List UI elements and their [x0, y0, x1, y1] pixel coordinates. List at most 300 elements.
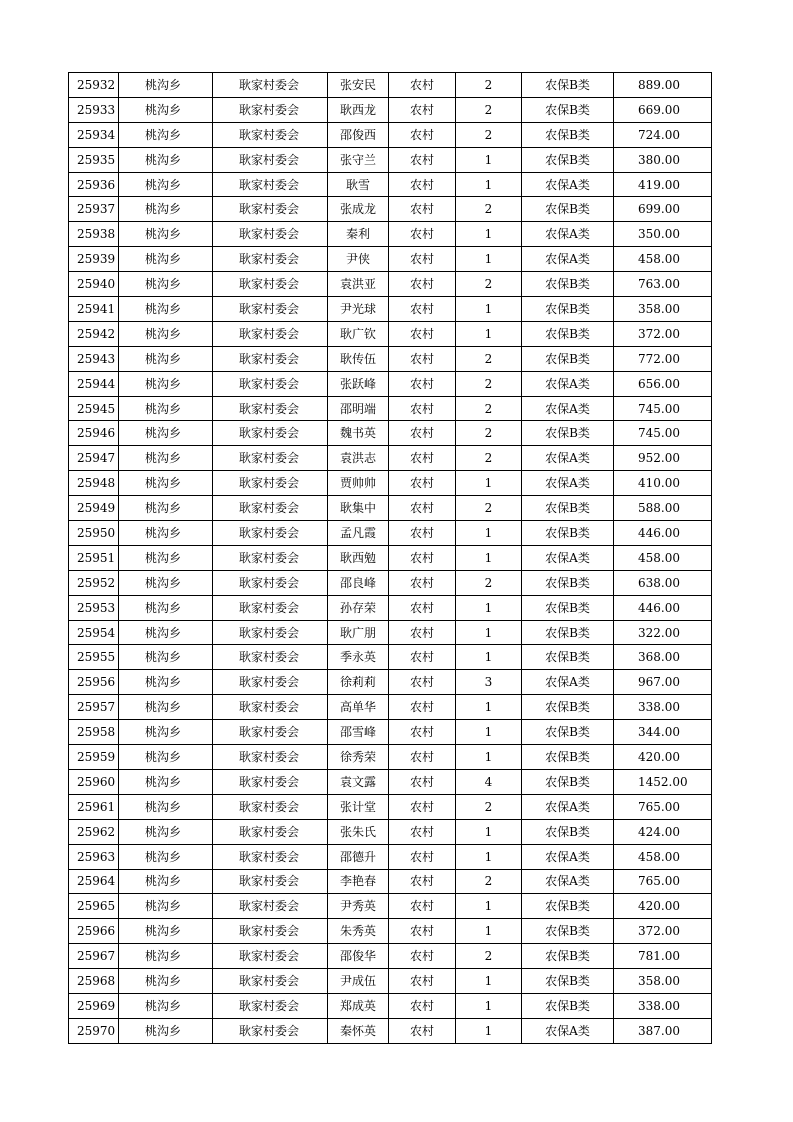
village-committee-cell: 耿家村委会	[213, 944, 328, 969]
insurance-category-cell: 农保B类	[522, 695, 614, 720]
record-id-cell: 25962	[69, 819, 119, 844]
amount-cell: 765.00	[614, 794, 712, 819]
insurance-category-cell: 农保B类	[522, 620, 614, 645]
table-row	[69, 969, 712, 994]
amount-cell: 322.00	[614, 620, 712, 645]
area-type-cell: 农村	[389, 147, 456, 172]
area-type-cell: 农村	[389, 869, 456, 894]
amount-cell: 424.00	[614, 819, 712, 844]
household-count-cell: 2	[456, 272, 522, 297]
record-id-cell: 25932	[69, 73, 119, 98]
township-cell: 桃沟乡	[119, 894, 213, 919]
person-name-cell: 徐莉莉	[328, 670, 389, 695]
township-cell: 桃沟乡	[119, 670, 213, 695]
record-id-cell: 25943	[69, 346, 119, 371]
amount-cell: 763.00	[614, 272, 712, 297]
table-row	[69, 247, 712, 272]
amount-cell: 889.00	[614, 73, 712, 98]
village-committee-cell: 耿家村委会	[213, 222, 328, 247]
person-name-cell: 邵雪峰	[328, 720, 389, 745]
area-type-cell: 农村	[389, 172, 456, 197]
household-count-cell: 1	[456, 471, 522, 496]
person-name-cell: 邵明端	[328, 396, 389, 421]
area-type-cell: 农村	[389, 471, 456, 496]
table-row	[69, 869, 712, 894]
area-type-cell: 农村	[389, 695, 456, 720]
township-cell: 桃沟乡	[119, 346, 213, 371]
record-id-cell: 25958	[69, 720, 119, 745]
table-row	[69, 471, 712, 496]
township-cell: 桃沟乡	[119, 620, 213, 645]
insurance-category-cell: 农保B类	[522, 769, 614, 794]
area-type-cell: 农村	[389, 794, 456, 819]
village-committee-cell: 耿家村委会	[213, 471, 328, 496]
household-count-cell: 1	[456, 919, 522, 944]
record-id-cell: 25945	[69, 396, 119, 421]
amount-cell: 446.00	[614, 521, 712, 546]
insurance-category-cell: 农保B类	[522, 993, 614, 1018]
household-count-cell: 2	[456, 122, 522, 147]
table-row	[69, 297, 712, 322]
village-committee-cell: 耿家村委会	[213, 670, 328, 695]
record-id-cell: 25967	[69, 944, 119, 969]
person-name-cell: 邵良峰	[328, 570, 389, 595]
table-row	[69, 620, 712, 645]
record-id-cell: 25960	[69, 769, 119, 794]
amount-cell: 669.00	[614, 97, 712, 122]
amount-cell: 745.00	[614, 421, 712, 446]
village-committee-cell: 耿家村委会	[213, 1018, 328, 1043]
township-cell: 桃沟乡	[119, 919, 213, 944]
person-name-cell: 朱秀英	[328, 919, 389, 944]
amount-cell: 724.00	[614, 122, 712, 147]
household-count-cell: 2	[456, 446, 522, 471]
area-type-cell: 农村	[389, 993, 456, 1018]
village-committee-cell: 耿家村委会	[213, 147, 328, 172]
village-committee-cell: 耿家村委会	[213, 371, 328, 396]
village-committee-cell: 耿家村委会	[213, 97, 328, 122]
person-name-cell: 张计堂	[328, 794, 389, 819]
table-row	[69, 720, 712, 745]
township-cell: 桃沟乡	[119, 869, 213, 894]
table-row	[69, 446, 712, 471]
person-name-cell: 孟凡霞	[328, 521, 389, 546]
table-row	[69, 944, 712, 969]
table-row	[69, 122, 712, 147]
household-count-cell: 1	[456, 247, 522, 272]
household-count-cell: 2	[456, 794, 522, 819]
insurance-category-cell: 农保B类	[522, 122, 614, 147]
household-count-cell: 2	[456, 869, 522, 894]
area-type-cell: 农村	[389, 247, 456, 272]
amount-cell: 420.00	[614, 745, 712, 770]
household-count-cell: 1	[456, 695, 522, 720]
record-id-cell: 25961	[69, 794, 119, 819]
area-type-cell: 农村	[389, 222, 456, 247]
household-count-cell: 1	[456, 645, 522, 670]
household-count-cell: 1	[456, 993, 522, 1018]
amount-cell: 952.00	[614, 446, 712, 471]
household-count-cell: 2	[456, 346, 522, 371]
amount-cell: 358.00	[614, 297, 712, 322]
person-name-cell: 高单华	[328, 695, 389, 720]
table-row	[69, 645, 712, 670]
household-count-cell: 2	[456, 396, 522, 421]
township-cell: 桃沟乡	[119, 421, 213, 446]
village-committee-cell: 耿家村委会	[213, 620, 328, 645]
insurance-category-cell: 农保A类	[522, 869, 614, 894]
person-name-cell: 孙存荣	[328, 595, 389, 620]
township-cell: 桃沟乡	[119, 297, 213, 322]
person-name-cell: 尹光球	[328, 297, 389, 322]
area-type-cell: 农村	[389, 645, 456, 670]
household-count-cell: 2	[456, 570, 522, 595]
person-name-cell: 秦怀英	[328, 1018, 389, 1043]
township-cell: 桃沟乡	[119, 720, 213, 745]
village-committee-cell: 耿家村委会	[213, 969, 328, 994]
insurance-category-cell: 农保A类	[522, 1018, 614, 1043]
insurance-category-cell: 农保A类	[522, 371, 614, 396]
record-id-cell: 25953	[69, 595, 119, 620]
village-committee-cell: 耿家村委会	[213, 894, 328, 919]
person-name-cell: 尹侠	[328, 247, 389, 272]
insurance-category-cell: 农保A类	[522, 247, 614, 272]
area-type-cell: 农村	[389, 1018, 456, 1043]
township-cell: 桃沟乡	[119, 197, 213, 222]
table-row	[69, 745, 712, 770]
person-name-cell: 郑成英	[328, 993, 389, 1018]
table-row	[69, 197, 712, 222]
amount-cell: 410.00	[614, 471, 712, 496]
household-count-cell: 1	[456, 819, 522, 844]
area-type-cell: 农村	[389, 321, 456, 346]
person-name-cell: 贾帅帅	[328, 471, 389, 496]
township-cell: 桃沟乡	[119, 147, 213, 172]
table-row	[69, 670, 712, 695]
amount-cell: 772.00	[614, 346, 712, 371]
village-committee-cell: 耿家村委会	[213, 720, 328, 745]
amount-cell: 368.00	[614, 645, 712, 670]
insurance-category-cell: 农保B类	[522, 496, 614, 521]
table-row	[69, 346, 712, 371]
person-name-cell: 耿广朋	[328, 620, 389, 645]
insurance-category-cell: 农保A类	[522, 844, 614, 869]
insurance-category-cell: 农保B类	[522, 819, 614, 844]
insurance-category-cell: 农保B类	[522, 969, 614, 994]
village-committee-cell: 耿家村委会	[213, 197, 328, 222]
village-committee-cell: 耿家村委会	[213, 172, 328, 197]
record-id-cell: 25951	[69, 545, 119, 570]
table-row	[69, 371, 712, 396]
amount-cell: 372.00	[614, 919, 712, 944]
record-id-cell: 25950	[69, 521, 119, 546]
person-name-cell: 邵俊西	[328, 122, 389, 147]
insurance-category-cell: 农保B类	[522, 919, 614, 944]
village-committee-cell: 耿家村委会	[213, 446, 328, 471]
township-cell: 桃沟乡	[119, 844, 213, 869]
village-committee-cell: 耿家村委会	[213, 297, 328, 322]
amount-cell: 699.00	[614, 197, 712, 222]
table-row	[69, 272, 712, 297]
insurance-category-cell: 农保A类	[522, 396, 614, 421]
insurance-category-cell: 农保A类	[522, 545, 614, 570]
record-id-cell: 25968	[69, 969, 119, 994]
insurance-category-cell: 农保B类	[522, 321, 614, 346]
insurance-category-cell: 农保B类	[522, 97, 614, 122]
amount-cell: 656.00	[614, 371, 712, 396]
person-name-cell: 张守兰	[328, 147, 389, 172]
township-cell: 桃沟乡	[119, 645, 213, 670]
record-id-cell: 25954	[69, 620, 119, 645]
table-row	[69, 521, 712, 546]
person-name-cell: 袁洪志	[328, 446, 389, 471]
person-name-cell: 徐秀荣	[328, 745, 389, 770]
area-type-cell: 农村	[389, 769, 456, 794]
amount-cell: 458.00	[614, 247, 712, 272]
area-type-cell: 农村	[389, 745, 456, 770]
amount-cell: 458.00	[614, 545, 712, 570]
township-cell: 桃沟乡	[119, 769, 213, 794]
table-row	[69, 321, 712, 346]
township-cell: 桃沟乡	[119, 97, 213, 122]
amount-cell: 338.00	[614, 993, 712, 1018]
area-type-cell: 农村	[389, 73, 456, 98]
table-row	[69, 819, 712, 844]
area-type-cell: 农村	[389, 272, 456, 297]
amount-cell: 967.00	[614, 670, 712, 695]
village-committee-cell: 耿家村委会	[213, 869, 328, 894]
township-cell: 桃沟乡	[119, 496, 213, 521]
insurance-category-cell: 农保B类	[522, 421, 614, 446]
insurance-category-cell: 农保B类	[522, 570, 614, 595]
person-name-cell: 袁文露	[328, 769, 389, 794]
person-name-cell: 耿雪	[328, 172, 389, 197]
area-type-cell: 农村	[389, 97, 456, 122]
amount-cell: 638.00	[614, 570, 712, 595]
household-count-cell: 1	[456, 297, 522, 322]
area-type-cell: 农村	[389, 371, 456, 396]
household-count-cell: 1	[456, 545, 522, 570]
record-id-cell: 25938	[69, 222, 119, 247]
table-row	[69, 421, 712, 446]
village-committee-cell: 耿家村委会	[213, 496, 328, 521]
records-table	[68, 72, 712, 1044]
village-committee-cell: 耿家村委会	[213, 745, 328, 770]
area-type-cell: 农村	[389, 396, 456, 421]
household-count-cell: 1	[456, 1018, 522, 1043]
township-cell: 桃沟乡	[119, 695, 213, 720]
insurance-category-cell: 农保A类	[522, 471, 614, 496]
table-row	[69, 97, 712, 122]
village-committee-cell: 耿家村委会	[213, 73, 328, 98]
township-cell: 桃沟乡	[119, 595, 213, 620]
amount-cell: 781.00	[614, 944, 712, 969]
village-committee-cell: 耿家村委会	[213, 570, 328, 595]
area-type-cell: 农村	[389, 969, 456, 994]
record-id-cell: 25947	[69, 446, 119, 471]
household-count-cell: 1	[456, 147, 522, 172]
amount-cell: 372.00	[614, 321, 712, 346]
village-committee-cell: 耿家村委会	[213, 794, 328, 819]
area-type-cell: 农村	[389, 122, 456, 147]
household-count-cell: 2	[456, 944, 522, 969]
record-id-cell: 25944	[69, 371, 119, 396]
village-committee-cell: 耿家村委会	[213, 247, 328, 272]
village-committee-cell: 耿家村委会	[213, 595, 328, 620]
table-row	[69, 844, 712, 869]
insurance-category-cell: 农保B类	[522, 297, 614, 322]
village-committee-cell: 耿家村委会	[213, 645, 328, 670]
table-row	[69, 1018, 712, 1043]
household-count-cell: 4	[456, 769, 522, 794]
insurance-category-cell: 农保A类	[522, 222, 614, 247]
amount-cell: 387.00	[614, 1018, 712, 1043]
township-cell: 桃沟乡	[119, 446, 213, 471]
record-id-cell: 25940	[69, 272, 119, 297]
village-committee-cell: 耿家村委会	[213, 321, 328, 346]
household-count-cell: 2	[456, 421, 522, 446]
village-committee-cell: 耿家村委会	[213, 272, 328, 297]
person-name-cell: 耿西勉	[328, 545, 389, 570]
person-name-cell: 张跃峰	[328, 371, 389, 396]
table-row	[69, 172, 712, 197]
amount-cell: 745.00	[614, 396, 712, 421]
area-type-cell: 农村	[389, 720, 456, 745]
household-count-cell: 1	[456, 620, 522, 645]
amount-cell: 420.00	[614, 894, 712, 919]
amount-cell: 765.00	[614, 869, 712, 894]
township-cell: 桃沟乡	[119, 396, 213, 421]
household-count-cell: 2	[456, 496, 522, 521]
area-type-cell: 农村	[389, 620, 456, 645]
table-row	[69, 695, 712, 720]
amount-cell: 344.00	[614, 720, 712, 745]
person-name-cell: 魏书英	[328, 421, 389, 446]
area-type-cell: 农村	[389, 919, 456, 944]
village-committee-cell: 耿家村委会	[213, 819, 328, 844]
amount-cell: 458.00	[614, 844, 712, 869]
record-id-cell: 25955	[69, 645, 119, 670]
household-count-cell: 1	[456, 321, 522, 346]
township-cell: 桃沟乡	[119, 371, 213, 396]
area-type-cell: 农村	[389, 346, 456, 371]
household-count-cell: 3	[456, 670, 522, 695]
record-id-cell: 25959	[69, 745, 119, 770]
village-committee-cell: 耿家村委会	[213, 769, 328, 794]
township-cell: 桃沟乡	[119, 272, 213, 297]
insurance-category-cell: 农保A类	[522, 172, 614, 197]
insurance-category-cell: 农保B类	[522, 272, 614, 297]
record-id-cell: 25964	[69, 869, 119, 894]
area-type-cell: 农村	[389, 496, 456, 521]
person-name-cell: 尹成伍	[328, 969, 389, 994]
household-count-cell: 2	[456, 371, 522, 396]
insurance-category-cell: 农保B类	[522, 944, 614, 969]
table-row	[69, 222, 712, 247]
table-row	[69, 545, 712, 570]
table-row	[69, 595, 712, 620]
person-name-cell: 耿西龙	[328, 97, 389, 122]
amount-cell: 338.00	[614, 695, 712, 720]
record-id-cell: 25939	[69, 247, 119, 272]
household-count-cell: 1	[456, 595, 522, 620]
township-cell: 桃沟乡	[119, 1018, 213, 1043]
township-cell: 桃沟乡	[119, 172, 213, 197]
record-id-cell: 25957	[69, 695, 119, 720]
household-count-cell: 2	[456, 97, 522, 122]
area-type-cell: 农村	[389, 521, 456, 546]
person-name-cell: 张朱氏	[328, 819, 389, 844]
person-name-cell: 季永英	[328, 645, 389, 670]
record-id-cell: 25965	[69, 894, 119, 919]
record-id-cell: 25956	[69, 670, 119, 695]
record-id-cell: 25963	[69, 844, 119, 869]
amount-cell: 358.00	[614, 969, 712, 994]
person-name-cell: 尹秀英	[328, 894, 389, 919]
insurance-category-cell: 农保B类	[522, 745, 614, 770]
village-committee-cell: 耿家村委会	[213, 521, 328, 546]
person-name-cell: 李艳春	[328, 869, 389, 894]
record-id-cell: 25948	[69, 471, 119, 496]
insurance-category-cell: 农保B类	[522, 73, 614, 98]
record-id-cell: 25933	[69, 97, 119, 122]
area-type-cell: 农村	[389, 944, 456, 969]
insurance-category-cell: 农保A类	[522, 794, 614, 819]
township-cell: 桃沟乡	[119, 222, 213, 247]
record-id-cell: 25941	[69, 297, 119, 322]
person-name-cell: 张成龙	[328, 197, 389, 222]
township-cell: 桃沟乡	[119, 570, 213, 595]
township-cell: 桃沟乡	[119, 321, 213, 346]
area-type-cell: 农村	[389, 197, 456, 222]
village-committee-cell: 耿家村委会	[213, 695, 328, 720]
area-type-cell: 农村	[389, 595, 456, 620]
township-cell: 桃沟乡	[119, 471, 213, 496]
household-count-cell: 1	[456, 745, 522, 770]
township-cell: 桃沟乡	[119, 745, 213, 770]
record-id-cell: 25970	[69, 1018, 119, 1043]
household-count-cell: 1	[456, 969, 522, 994]
household-count-cell: 1	[456, 720, 522, 745]
area-type-cell: 农村	[389, 570, 456, 595]
record-id-cell: 25942	[69, 321, 119, 346]
amount-cell: 1452.00	[614, 769, 712, 794]
insurance-category-cell: 农保B类	[522, 346, 614, 371]
township-cell: 桃沟乡	[119, 969, 213, 994]
village-committee-cell: 耿家村委会	[213, 421, 328, 446]
table-row	[69, 919, 712, 944]
table-row	[69, 993, 712, 1018]
household-count-cell: 1	[456, 521, 522, 546]
insurance-category-cell: 农保A类	[522, 446, 614, 471]
township-cell: 桃沟乡	[119, 122, 213, 147]
record-id-cell: 25966	[69, 919, 119, 944]
household-count-cell: 1	[456, 172, 522, 197]
insurance-category-cell: 农保B类	[522, 147, 614, 172]
village-committee-cell: 耿家村委会	[213, 346, 328, 371]
person-name-cell: 耿广钦	[328, 321, 389, 346]
township-cell: 桃沟乡	[119, 73, 213, 98]
township-cell: 桃沟乡	[119, 819, 213, 844]
household-count-cell: 2	[456, 197, 522, 222]
amount-cell: 419.00	[614, 172, 712, 197]
township-cell: 桃沟乡	[119, 944, 213, 969]
table-row	[69, 769, 712, 794]
insurance-category-cell: 农保B类	[522, 521, 614, 546]
person-name-cell: 邵德升	[328, 844, 389, 869]
record-id-cell: 25937	[69, 197, 119, 222]
table-row	[69, 73, 712, 98]
